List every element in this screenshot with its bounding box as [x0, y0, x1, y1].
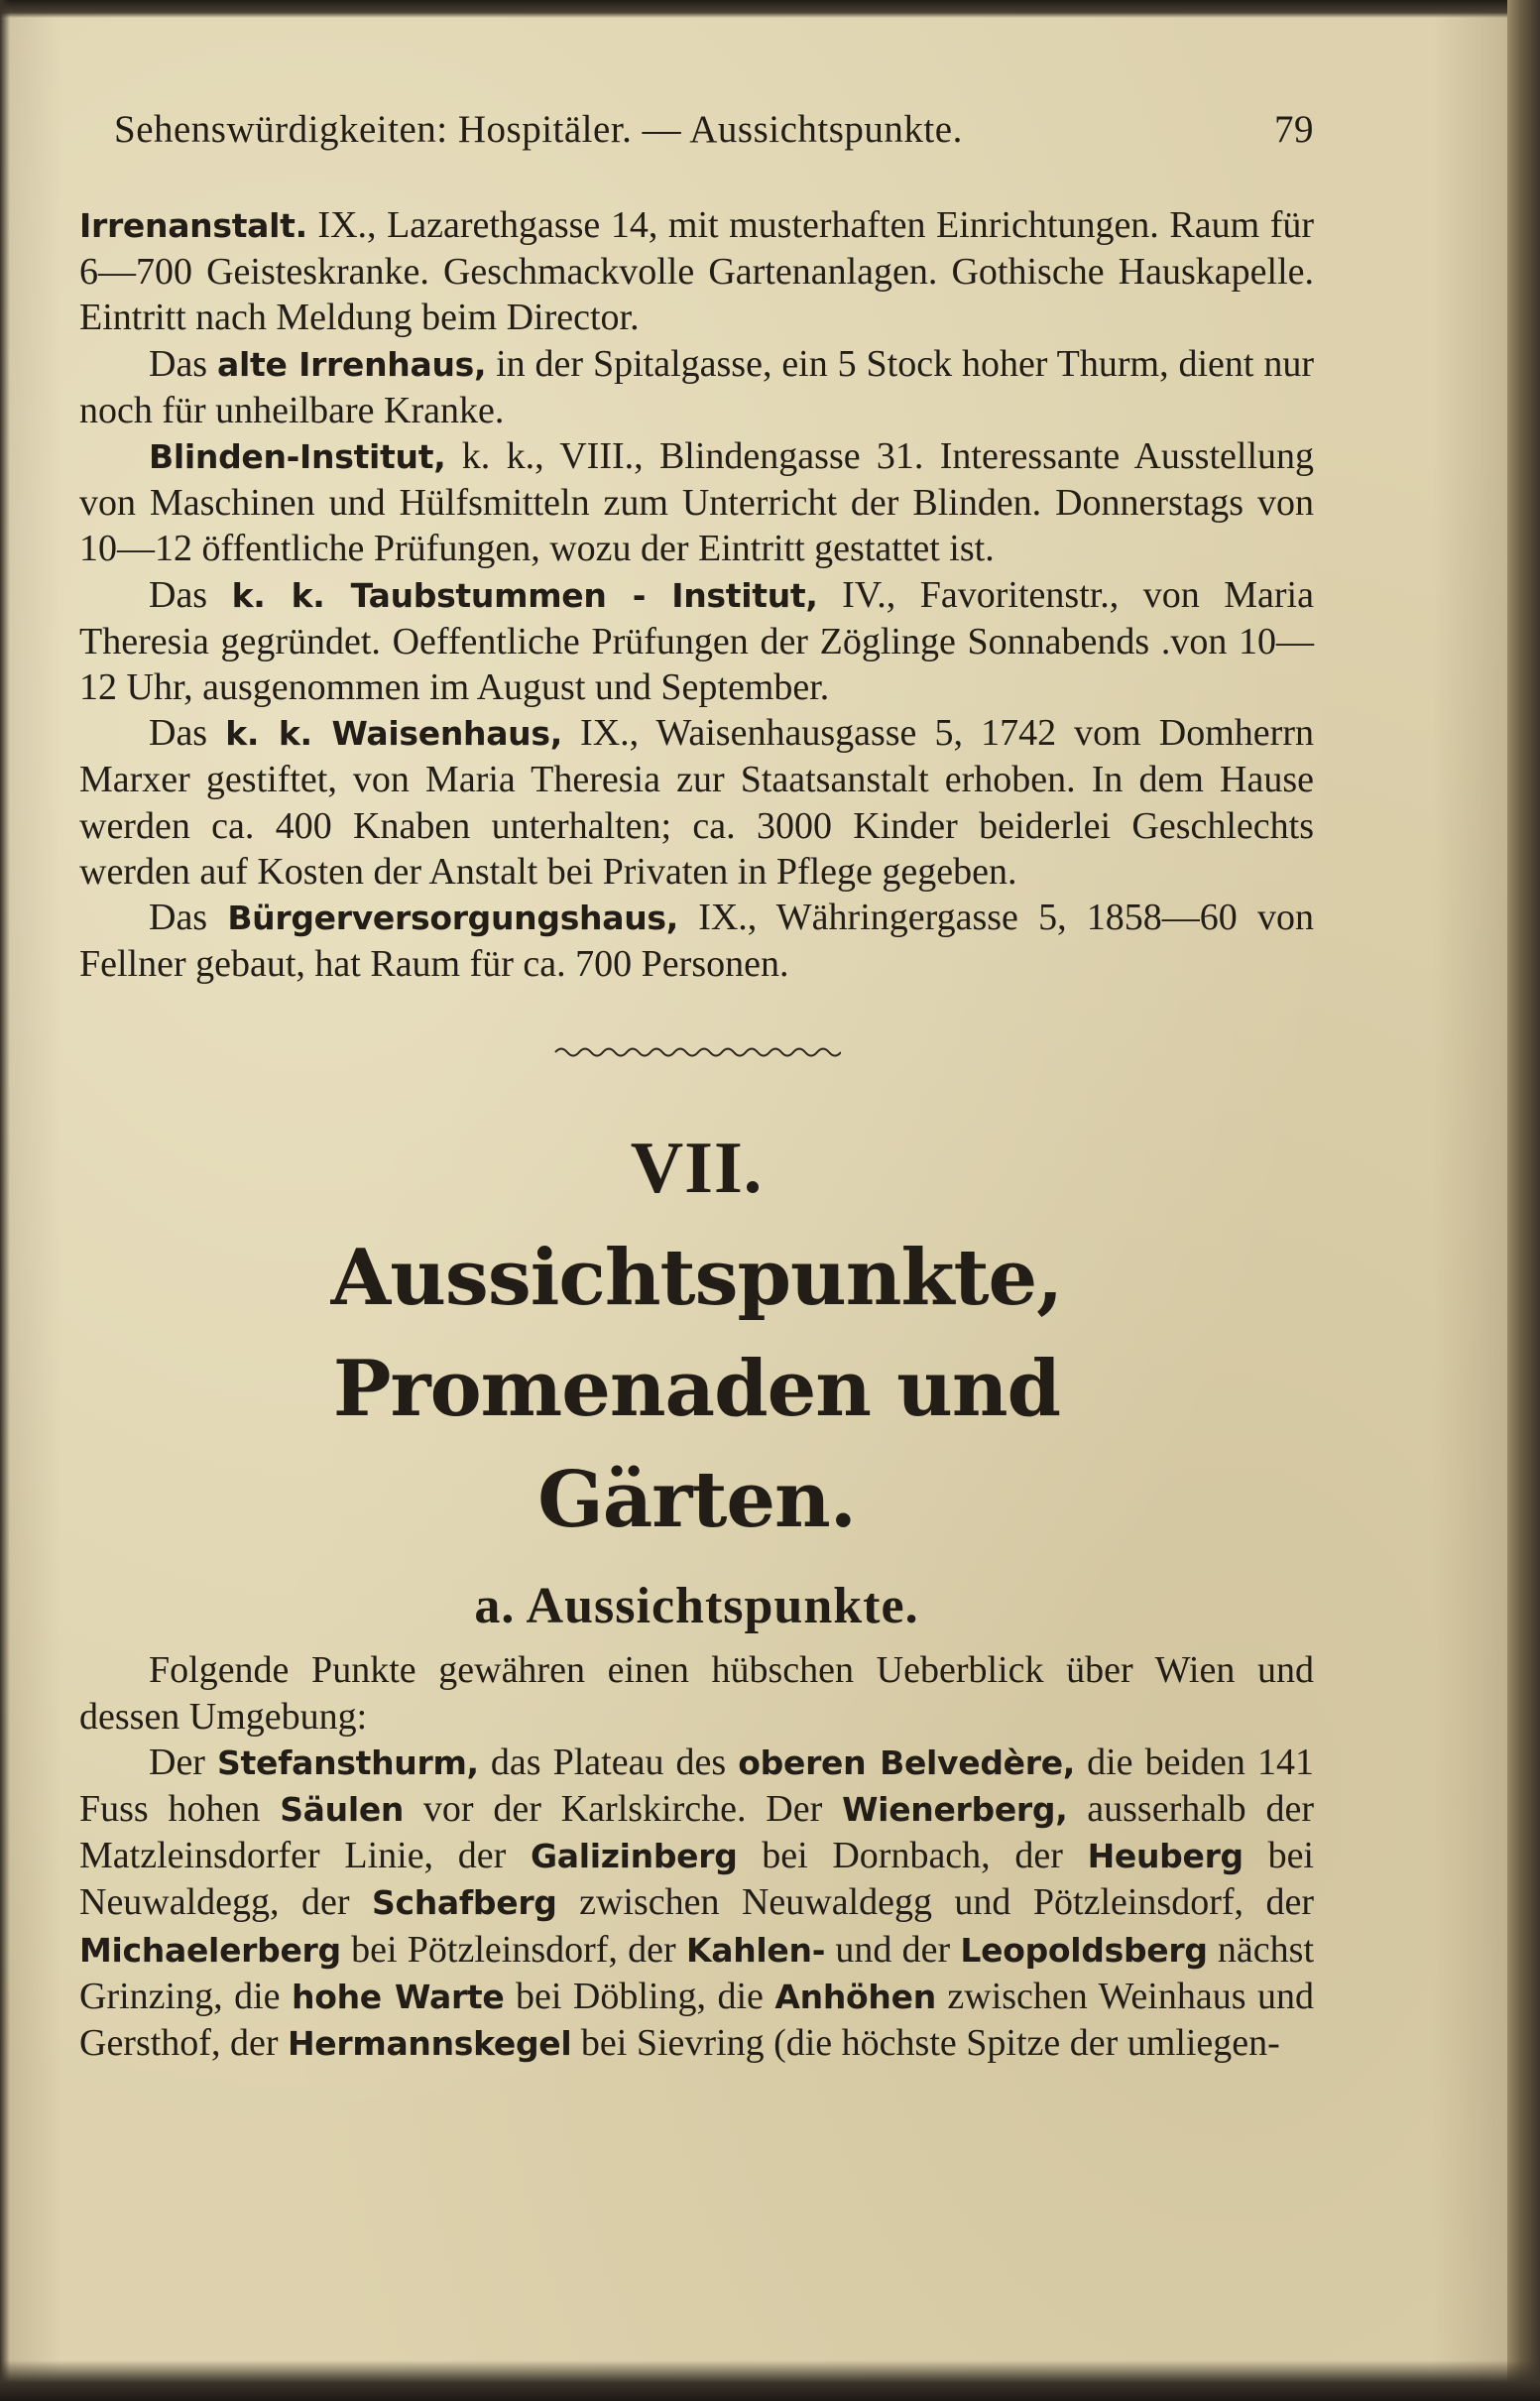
keyword-term: k. k. Waisenhaus,	[225, 714, 562, 754]
page-right-edge	[1507, 0, 1540, 2401]
body-text: in der Spitalgasse, ein 5 Stock hoher Thurm, dient nur noch für unheilbare Kranke.	[79, 342, 1314, 431]
running-header	[79, 99, 1314, 161]
section-heading: a. Aussichtspunkte.	[474, 1578, 919, 1635]
body-text: das Plateau des	[478, 1741, 739, 1783]
body-text: Das	[149, 897, 228, 939]
page-number: 79	[1274, 108, 1314, 151]
keyword-term: Irrenanstalt.	[79, 206, 307, 245]
body-text: ausserhalb der Matzleinsdorfer Linie, der	[79, 1788, 1314, 1877]
keyword-term: k. k. Taubstummen - Institut,	[231, 575, 818, 615]
body-text: zwischen Neuwaldegg und Pötzleinsdorf, der	[556, 1881, 1315, 1924]
keyword-term: alte Irrenhaus,	[216, 344, 487, 384]
body-text: nächst Grinzing, die	[79, 1928, 1314, 2017]
body-text: IX., Waisenhausgasse 5, 1742 vom Domherrn Marxer gestiftet, von Maria Theresia zur Staatsanstalt erhoben. In dem Hause werden ca. 400 Knaben unterhalten; ca. 3000 Kinder beiderlei Geschlechts werden auf Kosten der Anstalt bei Privaten in Pflege gegeben.	[79, 712, 1314, 893]
keyword-term: Hermannskegel	[287, 2024, 572, 2064]
chapter-title-line-1: Aussichtspunkte, Promenaden und	[330, 1233, 1063, 1435]
paragraph	[79, 572, 1314, 711]
body-text: die beiden 141 Fuss hohen	[79, 1741, 1314, 1831]
keyword-term: Bürgerversorgungshaus,	[227, 899, 678, 938]
keyword-term: Michaelerberg	[79, 1930, 341, 1970]
section-body	[79, 1647, 1314, 2067]
body-text: IX., Währingergasse 5, 1858—60 von Fellner gebaut, hat Raum für ca. 700 Personen.	[79, 897, 1314, 986]
keyword-term: Anhöhen	[774, 1977, 936, 2016]
body-text: bei Pötzleinsdorf, der	[340, 1928, 686, 1971]
running-title: Sehenswürdigkeiten: Hospitäler. — Aussichtspunkte.	[114, 108, 963, 151]
keyword-term: Säulen	[280, 1790, 405, 1830]
body-text: vor der Karlskirche. Der	[404, 1788, 843, 1831]
keyword-term: Stefansthurm,	[217, 1742, 479, 1782]
body-text: bei Döbling, die	[504, 1975, 775, 2017]
body-text: zwischen Weinhaus und Gersthof, der	[79, 1975, 1315, 2065]
paragraph	[79, 1740, 1314, 2067]
paragraph	[79, 341, 1314, 433]
body-text: Folgende Punkte gewähren einen hübschen Ueberblick über Wien und dessen Umgebung:	[79, 1649, 1314, 1738]
body-text: Der	[149, 1741, 218, 1783]
hospital-entries	[79, 202, 1314, 987]
keyword-term: hohe Warte	[292, 1977, 505, 2016]
keyword-term: Kahlen-	[685, 1930, 826, 1970]
body-text: k. k., VIII., Blindengasse 31. Interessante Ausstellung von Maschinen und Hülfsmitteln zum Unterricht der Blinden. Donnerstags von 10—12 öffentliche Prüfungen, wozu der Eintritt gestattet ist.	[79, 435, 1314, 570]
keyword-term: Leopoldsberg	[960, 1930, 1208, 1970]
keyword-term: Wienerberg,	[842, 1790, 1068, 1830]
body-text: Das	[149, 712, 226, 755]
paragraph	[79, 433, 1314, 572]
chapter-number: VII.	[630, 1128, 764, 1210]
paragraph	[79, 202, 1314, 341]
body-text: bei Dornbach, der	[737, 1835, 1088, 1877]
keyword-term: Galizinberg	[530, 1837, 738, 1876]
page-bottom-edge	[0, 2360, 1540, 2401]
keyword-term: Heuberg	[1087, 1837, 1244, 1876]
keyword-term: Schafberg	[371, 1883, 557, 1923]
paragraph	[79, 710, 1314, 895]
body-text: und der	[825, 1928, 961, 1971]
body-text: IX., Lazarethgasse 14, mit musterhaften Einrichtungen. Raum für 6—700 Geisteskranke. Geschmackvolle Gartenanlagen. Gothische Hauskapelle. Eintritt nach Meldung beim Director.	[79, 204, 1314, 339]
page-top-edge	[0, 0, 1540, 18]
paragraph	[79, 895, 1314, 987]
body-text: IV., Favoritenstr., von Maria Theresia gegründet. Oeffentliche Prüfungen der Zöglinge Sonnabends .von 10—12 Uhr, ausgenommen im August und September.	[79, 573, 1314, 709]
wavy-divider-ornament	[553, 1042, 841, 1062]
body-text: Das	[149, 573, 232, 616]
page-content	[79, 99, 1314, 2067]
body-text: bei Neuwaldegg, der	[79, 1835, 1314, 1924]
body-text: bei Sievring (die höchste Spitze der umliegen-	[571, 2022, 1280, 2065]
chapter-title	[79, 1223, 1314, 1556]
page-left-edge	[0, 0, 10, 2401]
keyword-term: Blinden-Institut,	[149, 437, 446, 477]
chapter-title-line-2: Gärten.	[537, 1455, 856, 1546]
paragraph	[79, 1647, 1314, 1739]
body-text: Das	[149, 342, 217, 385]
keyword-term: oberen Belvedère,	[738, 1742, 1076, 1782]
